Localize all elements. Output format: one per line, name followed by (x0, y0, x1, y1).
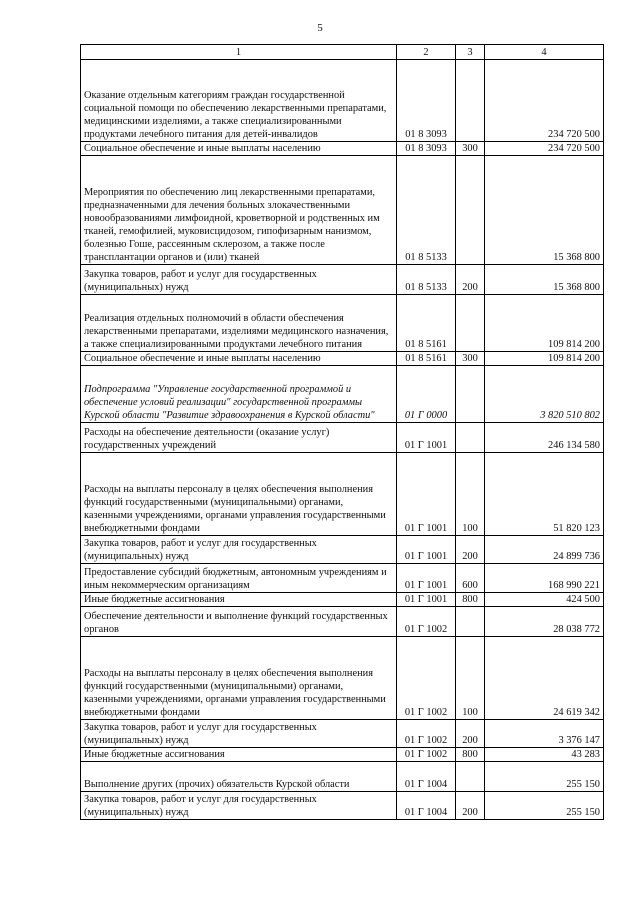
row-code: 01 8 5161 (397, 352, 456, 366)
row-code: 01 Г 1001 (397, 423, 456, 453)
row-amount: 24 619 342 (485, 637, 604, 720)
row-name: Закупка товаров, работ и услуг для государственных (муниципальных) нужд (81, 265, 397, 295)
row-expense-type: 800 (456, 748, 485, 762)
table-row (81, 295, 604, 352)
row-code: 01 Г 1002 (397, 607, 456, 637)
table-row (81, 453, 604, 536)
row-code: 01 Г 1004 (397, 792, 456, 820)
row-code: 01 Г 1001 (397, 536, 456, 564)
header-code: 2 (397, 45, 456, 60)
row-name: Предоставление субсидий бюджетным, автономным учреждениям и иным некоммерческим организациям (81, 564, 397, 593)
row-expense-type (456, 762, 485, 792)
row-amount: 234 720 500 (485, 142, 604, 156)
row-name: Выполнение других (прочих) обязательств Курской области (81, 762, 397, 792)
table-row (81, 156, 604, 265)
table-row (81, 593, 604, 607)
page-number: 5 (317, 22, 323, 34)
row-expense-type (456, 295, 485, 352)
row-code: 01 Г 1004 (397, 762, 456, 792)
table-row (81, 637, 604, 720)
table-row (81, 352, 604, 366)
row-name: Реализация отдельных полномочий в области обеспечения лекарственными препаратами, изделиями медицинского назначения, а также специализированными продуктами лечебного питания (81, 295, 397, 352)
row-amount: 15 368 800 (485, 156, 604, 265)
row-expense-type: 200 (456, 792, 485, 820)
row-expense-type: 300 (456, 352, 485, 366)
row-amount: 109 814 200 (485, 295, 604, 352)
row-code: 01 Г 0000 (397, 366, 456, 423)
row-name: Закупка товаров, работ и услуг для государственных (муниципальных) нужд (81, 720, 397, 748)
row-expense-type: 200 (456, 536, 485, 564)
table-row (81, 762, 604, 792)
row-name: Социальное обеспечение и иные выплаты населению (81, 142, 397, 156)
row-expense-type: 300 (456, 142, 485, 156)
row-code: 01 Г 1002 (397, 637, 456, 720)
row-expense-type (456, 366, 485, 423)
row-amount: 28 038 772 (485, 607, 604, 637)
row-expense-type (456, 156, 485, 265)
row-name: Социальное обеспечение и иные выплаты населению (81, 352, 397, 366)
table-body (81, 60, 604, 820)
row-code: 01 Г 1001 (397, 453, 456, 536)
row-name: Оказание отдельным категориям граждан государственной социальной помощи по обеспечению лекарственными препаратами, медицинскими изделиями, а также специализированными продуктами лечебного питания для детей-инвалидов (81, 60, 397, 142)
row-expense-type (456, 60, 485, 142)
header-type: 3 (456, 45, 485, 60)
row-expense-type: 100 (456, 453, 485, 536)
row-amount: 168 990 221 (485, 564, 604, 593)
table-row (81, 265, 604, 295)
row-amount: 51 820 123 (485, 453, 604, 536)
table-row (81, 142, 604, 156)
row-amount: 109 814 200 (485, 352, 604, 366)
table-row (81, 564, 604, 593)
row-amount: 15 368 800 (485, 265, 604, 295)
row-code: 01 8 3093 (397, 142, 456, 156)
table-row (81, 536, 604, 564)
row-amount: 255 150 (485, 792, 604, 820)
row-amount: 24 899 736 (485, 536, 604, 564)
row-code: 01 8 5161 (397, 295, 456, 352)
row-name: Расходы на выплаты персоналу в целях обеспечения выполнения функций государственными (муниципальными) органами, казенными учреждениями, органами управления государственными внебюджетными фондами (81, 453, 397, 536)
table-row (81, 366, 604, 423)
table-row (81, 748, 604, 762)
row-name: Расходы на обеспечение деятельности (оказание услуг) государственных учреждений (81, 423, 397, 453)
row-amount: 3 820 510 802 (485, 366, 604, 423)
row-name: Иные бюджетные ассигнования (81, 748, 397, 762)
row-code: 01 8 3093 (397, 60, 456, 142)
header-sum: 4 (485, 45, 604, 60)
row-code: 01 8 5133 (397, 265, 456, 295)
row-code: 01 Г 1002 (397, 748, 456, 762)
row-code: 01 Г 1002 (397, 720, 456, 748)
table-header-row (81, 45, 604, 60)
row-expense-type (456, 423, 485, 453)
row-name: Обеспечение деятельности и выполнение функций государственных органов (81, 607, 397, 637)
row-code: 01 Г 1001 (397, 593, 456, 607)
row-amount: 43 283 (485, 748, 604, 762)
row-amount: 3 376 147 (485, 720, 604, 748)
table-row (81, 792, 604, 820)
budget-table (80, 44, 604, 820)
row-code: 01 Г 1001 (397, 564, 456, 593)
row-amount: 255 150 (485, 762, 604, 792)
row-name: Расходы на выплаты персоналу в целях обеспечения выполнения функций государственными (муниципальными) органами, казенными учреждениями, органами управления государственными внебюджетными фондами (81, 637, 397, 720)
table-row (81, 423, 604, 453)
header-name: 1 (81, 45, 397, 60)
row-expense-type: 600 (456, 564, 485, 593)
table-row (81, 60, 604, 142)
row-amount: 246 134 580 (485, 423, 604, 453)
row-expense-type (456, 607, 485, 637)
row-name: Закупка товаров, работ и услуг для государственных (муниципальных) нужд (81, 536, 397, 564)
row-expense-type: 200 (456, 720, 485, 748)
row-amount: 234 720 500 (485, 60, 604, 142)
row-name: Закупка товаров, работ и услуг для государственных (муниципальных) нужд (81, 792, 397, 820)
row-expense-type: 100 (456, 637, 485, 720)
row-name: Подпрограмма "Управление государственной программой и обеспечение условий реализации" государственной программы Курской области "Развитие здравоохранения в Курской области" (81, 366, 397, 423)
table-row (81, 720, 604, 748)
row-code: 01 8 5133 (397, 156, 456, 265)
row-expense-type: 200 (456, 265, 485, 295)
row-amount: 424 500 (485, 593, 604, 607)
row-name: Иные бюджетные ассигнования (81, 593, 397, 607)
row-expense-type: 800 (456, 593, 485, 607)
table-row (81, 607, 604, 637)
row-name: Мероприятия по обеспечению лиц лекарственными препаратами, предназначенными для лечения больных злокачественными новообразованиями лимфоидной, кроветворной и родственных им тканей, гемофилией, муковисцидозом, гипофизарным нанизмом, болезнью Гоше, рассеянным склерозом, а также после трансплантации органов и (или) тканей (81, 156, 397, 265)
